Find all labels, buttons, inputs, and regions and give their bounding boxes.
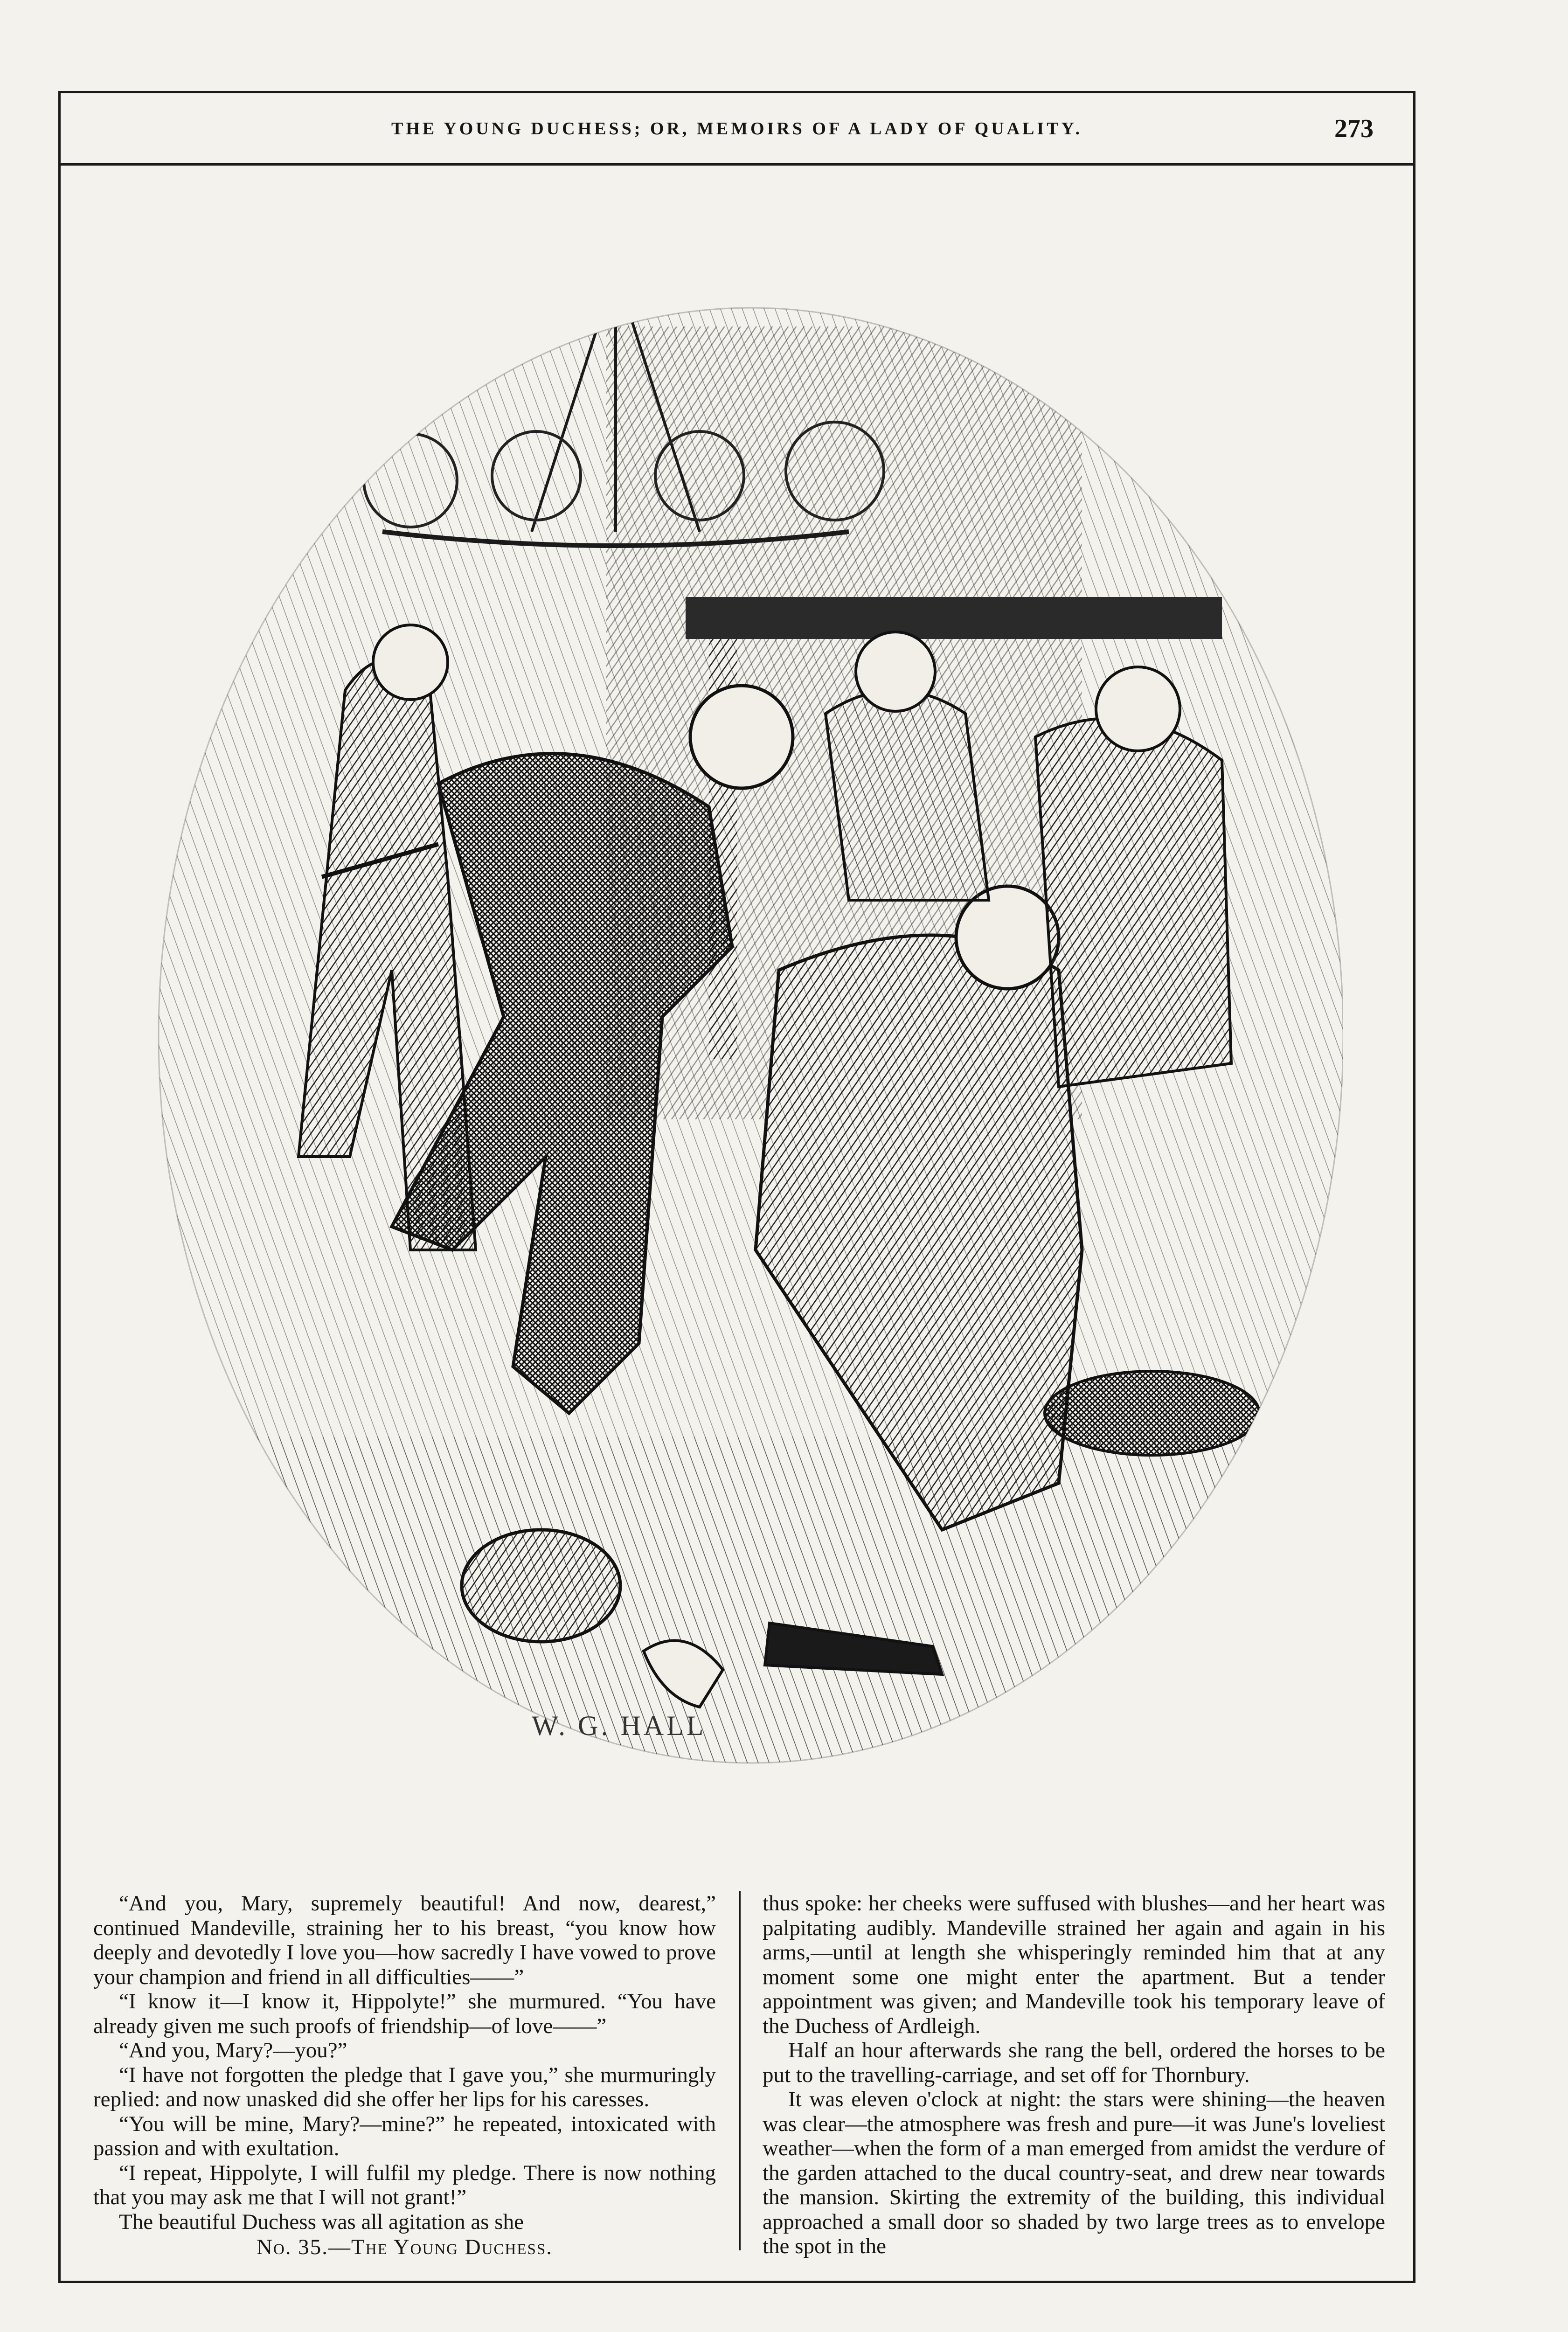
part-signature: No. 35.—The Young Duchess. [257,2235,553,2259]
paragraph: It was eleven o'clock at night: the stars were shining—the heaven was clear—the atmosphere was fresh and pure—it was June's loveliest weather—when the form of a man emerged from amidst the verdure of the garden attached to the ducal country-seat, and drew near towards the mansion. Skirting the extremity of the building, this individual approached a small door so shaded by two large trees as to envelope the spot in the [763,2087,1385,2258]
book-page [58,91,1415,2283]
engraving-fight-scene-icon [149,271,1343,1782]
left-column [93,1891,716,2260]
engraving-illustration [149,271,1343,1782]
right-column [763,1891,1385,2259]
paragraph: thus spoke: her cheeks were suffused with blushes—and her heart was palpitating audibly. Mandeville strained her again and again in his arms,—until at length she whisperingly reminded him that at any moment some one might enter the apartment. But a tender appointment was given; and Mandeville took his temporary leave of the Duchess of Ardleigh. [763,1891,1385,2038]
illustration-signature: W. G. HALL [532,1710,707,1741]
paragraph: “I have not forgotten the pledge that I gave you,” she murmuringly replied: and now unasked did she offer her lips for his caresses. [93,2062,716,2111]
text-columns [93,1891,1385,2283]
paragraph: Half an hour afterwards she rang the bell, ordered the horses to be put to the travelling-carriage, and set off for Thornbury. [763,2038,1385,2087]
paragraph: “I repeat, Hippolyte, I will fulfil my pledge. There is now nothing that you may ask me that I will not grant!” [93,2160,716,2209]
running-title: THE YOUNG DUCHESS; OR, MEMOIRS OF A LADY OF QUALITY. [391,119,1083,139]
paragraph: “And you, Mary?—you?” [119,2038,347,2062]
paragraph: “You will be mine, Mary?—mine?” he repeated, intoxicated with passion and with exultation. [93,2111,716,2160]
paragraph: The beautiful Duchess was all agitation as she [119,2209,524,2234]
column-rule [739,1891,741,2250]
paragraph: “I know it—I know it, Hippolyte!” she murmured. “You have already given me such proofs of friendship—of love——” [93,1989,716,2038]
page-number: 273 [1334,114,1374,143]
paragraph: “And you, Mary, supremely beautiful! And now, dearest,” continued Mandeville, straining her to his breast, “you know how deeply and devotedly I love you—how sacredly I have vowed to prove your champion and friend in all difficulties——” [93,1891,716,1989]
running-head [61,112,1413,166]
